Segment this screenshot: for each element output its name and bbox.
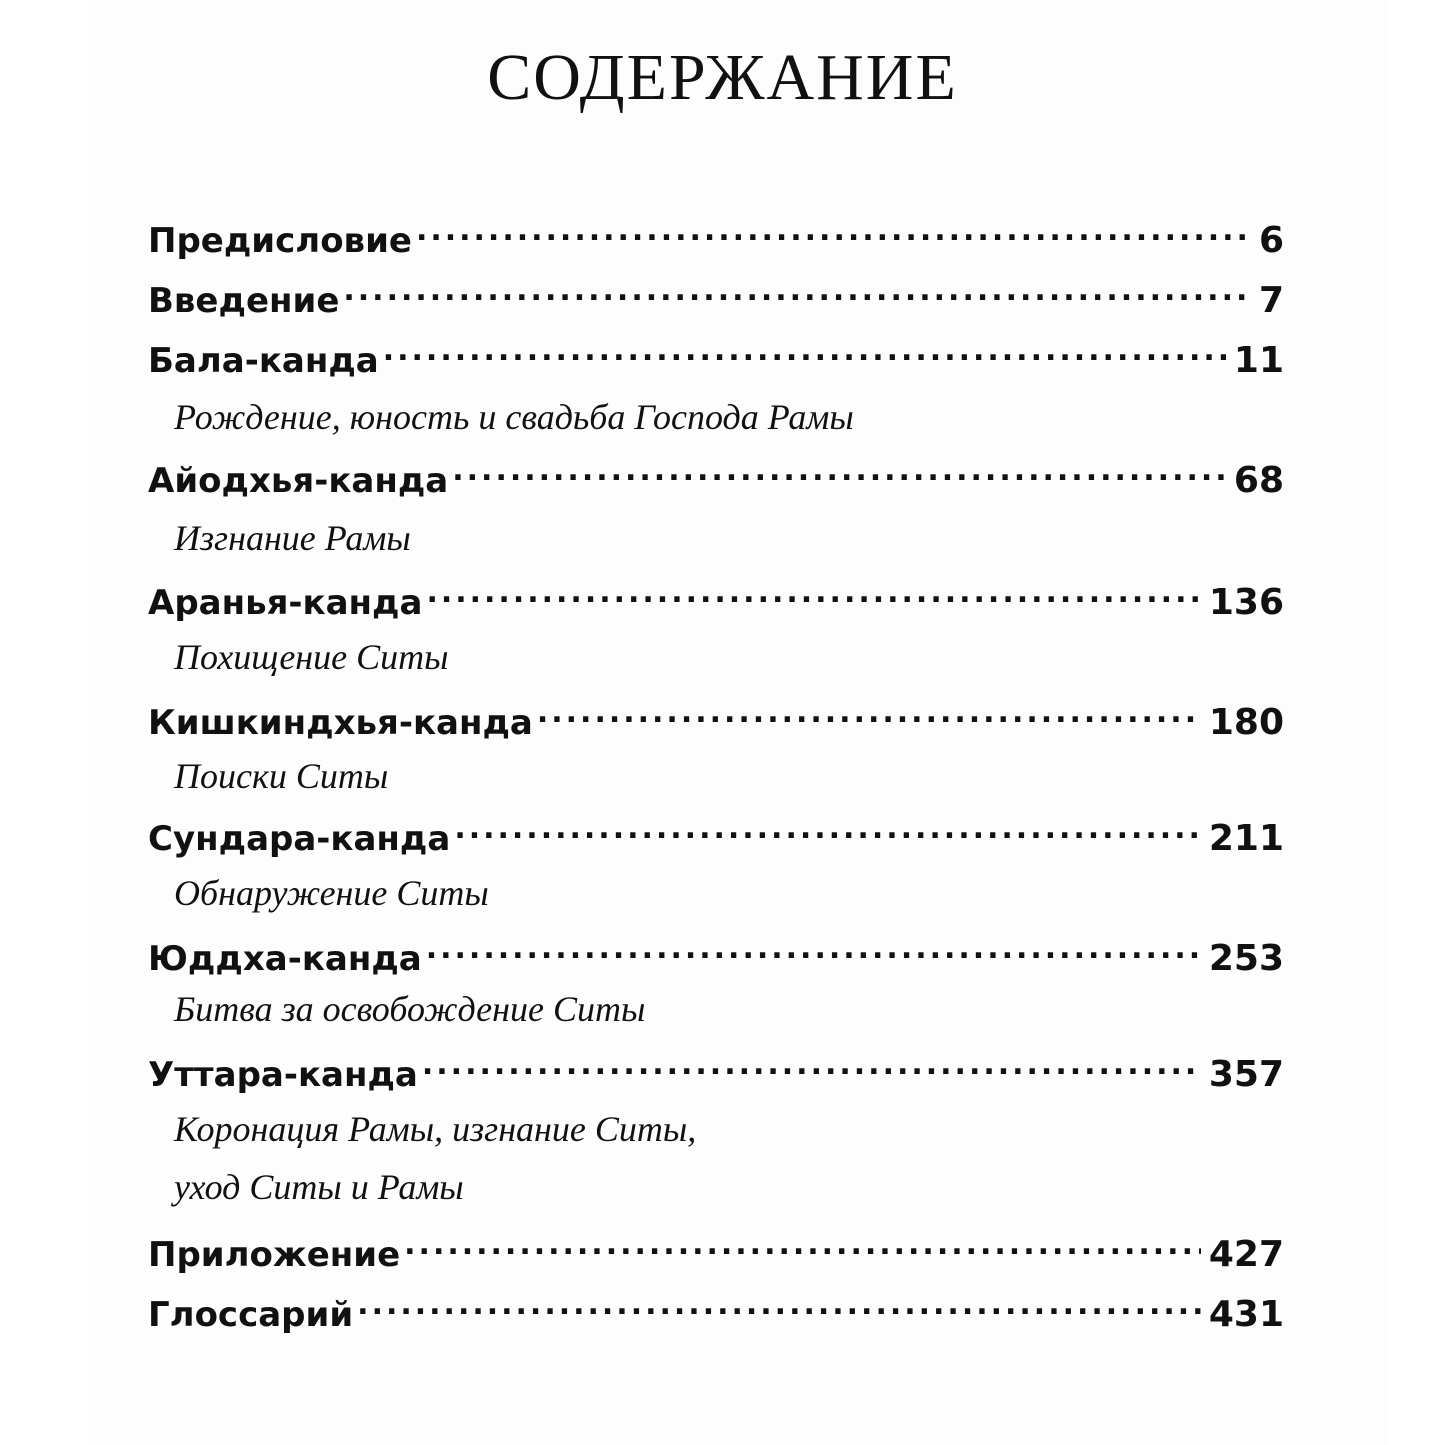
toc-entry-label: Введение: [148, 281, 340, 321]
toc-entry-page: 357: [1208, 1054, 1284, 1095]
toc-entry-page: 136: [1208, 582, 1284, 623]
toc-entry-subtitle: Рождение, юность и свадьба Господа Рамы: [174, 397, 854, 437]
toc-entry-label: Кишкиндхья-канда: [148, 703, 533, 743]
toc-entry-page: 11: [1233, 340, 1284, 381]
toc-entry-introduction: [148, 272, 1284, 321]
toc-entry-label: Предисловие: [148, 221, 412, 261]
dot-leader: [426, 574, 1200, 614]
toc-entry-uttara-kanda: [148, 1046, 1284, 1095]
toc-entry-bala-kanda: [148, 332, 1284, 381]
toc-entry-page: 427: [1208, 1234, 1284, 1275]
dot-leader: [426, 930, 1201, 970]
toc-entry-label: Бала-канда: [148, 341, 379, 381]
toc-entry-page: 7: [1258, 280, 1284, 321]
toc-entry-page: 6: [1258, 220, 1284, 261]
page-title: СОДЕРЖАНИЕ: [487, 41, 958, 114]
toc-entry-label: Глоссарий: [148, 1295, 354, 1335]
toc-entry-subtitle: Битва за освобождение Ситы: [174, 989, 646, 1029]
toc-entry-ayodhya-kanda: [148, 452, 1284, 501]
dot-leader: [383, 332, 1226, 372]
toc-entry-aranya-kanda: [148, 574, 1284, 623]
toc-entry-label: Сундара-канда: [148, 819, 451, 859]
toc-entry-subtitle: Похищение Ситы: [174, 637, 449, 677]
toc-entry-subtitle: Поиски Ситы: [174, 756, 389, 796]
toc-entry-label: Уттара-канда: [148, 1055, 418, 1095]
dot-leader: [537, 694, 1201, 734]
toc-entry-page: 211: [1208, 818, 1284, 859]
toc-entry-sundara-kanda: [148, 810, 1284, 859]
toc-entry-label: Приложение: [148, 1235, 401, 1275]
dot-leader: [422, 1046, 1201, 1086]
toc-entry-subtitle-line2: уход Ситы и Рамы: [174, 1167, 464, 1207]
toc-entry-subtitle: Коронация Рамы, изгнание Ситы,: [174, 1109, 697, 1149]
toc-entry-label: Айодхья-канда: [148, 461, 449, 501]
toc-entry-kishkindha-kanda: [148, 694, 1284, 743]
toc-entry-page: 180: [1208, 702, 1284, 743]
toc-entry-subtitle: Изгнание Рамы: [174, 518, 411, 558]
toc-entry-page: 431: [1208, 1294, 1284, 1335]
toc-entry-yuddha-kanda: [148, 930, 1284, 979]
toc-entry-page: 253: [1208, 938, 1284, 979]
toc-entry-appendix: [148, 1226, 1284, 1275]
toc-entry-subtitle: Обнаружение Ситы: [174, 873, 489, 913]
dot-leader: [452, 452, 1226, 492]
dot-leader: [416, 212, 1251, 252]
toc-entry-label: Аранья-канда: [148, 583, 423, 623]
toc-entry-label: Юддха-канда: [148, 939, 422, 979]
toc-entry-page: 68: [1233, 460, 1284, 501]
toc-entry-preface: [148, 212, 1284, 261]
dot-leader: [357, 1286, 1201, 1326]
dot-leader: [343, 272, 1251, 312]
dot-leader: [404, 1226, 1201, 1266]
dot-leader: [454, 810, 1201, 850]
toc-entry-glossary: [148, 1286, 1284, 1335]
